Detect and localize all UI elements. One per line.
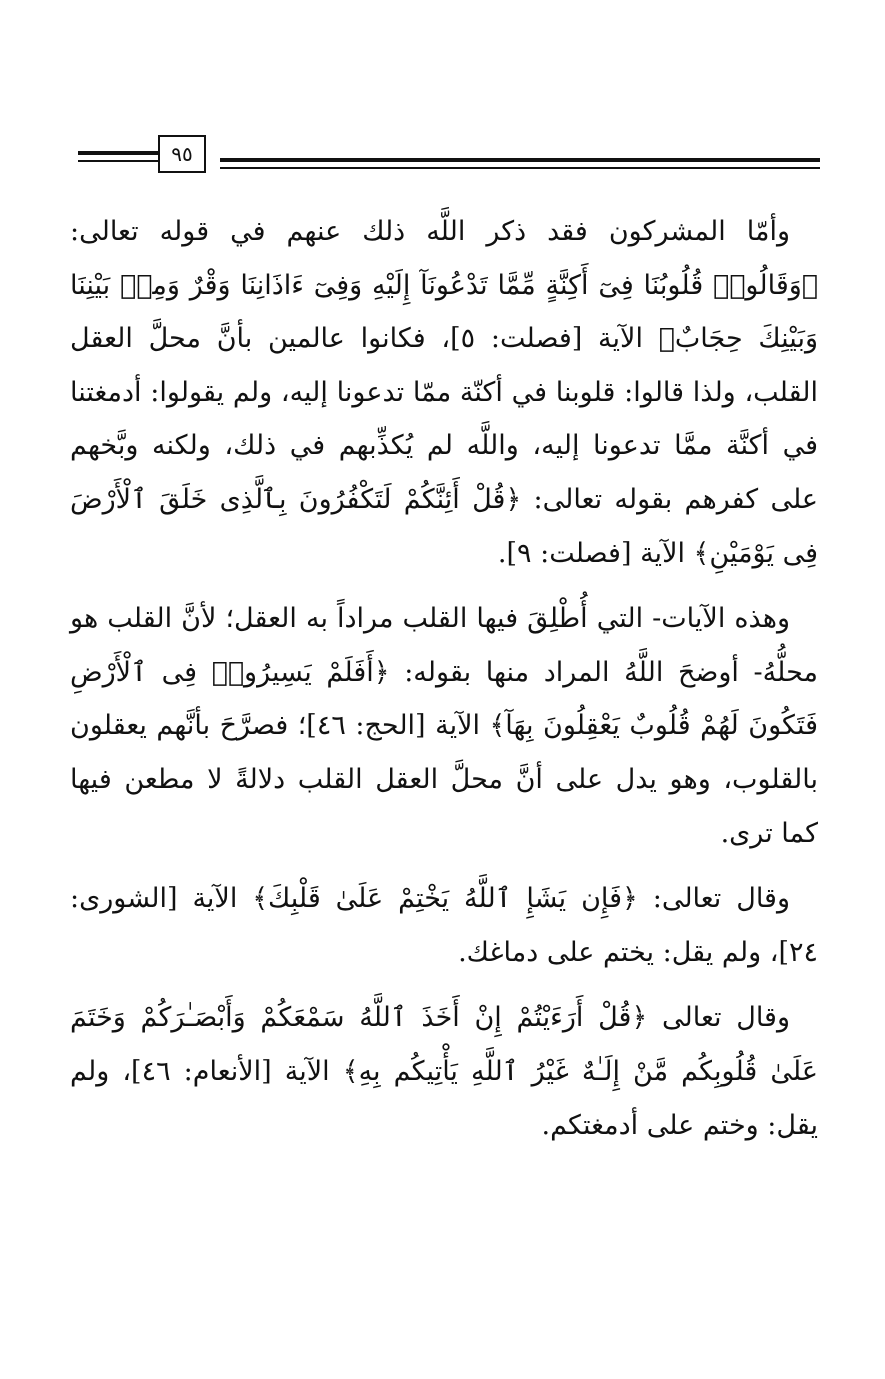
paragraph-3: وقال تعالى: ﴿فَإِن يَشَإِ ٱللَّهُ يَخْتِمْ عَلَىٰ قَلْبِكَ﴾ الآية [الشورى: ٢٤]، ولم يقل: يختم على دماغك. [70, 883, 818, 968]
page-body [70, 205, 818, 1164]
header-rule-right-thick [220, 158, 820, 162]
page-header [70, 135, 820, 181]
paragraph-2: وهذه الآيات- التي أُطْلِقَ فيها القلب مراداً به العقل؛ لأنَّ القلب هو محلُّهُ- أوضحَ اللَّهُ المراد منها بقوله: ﴿أَفَلَمْ يَسِيرُوا۟ فِى ٱلْأَرْضِ فَتَكُونَ لَهُمْ قُلُوبٌ يَعْقِلُونَ بِهَآ﴾ الآية [الحج: ٤٦]؛ فصرَّحَ بأنَّهم يعقلون بالقلوب، وهو يدل على أنَّ محلَّ العقل القلب دلالةً لا مطعن فيها كما ترى. [70, 603, 818, 849]
page-number: ٩٥ [158, 135, 206, 173]
header-rule-right-thin [220, 167, 820, 169]
paragraph-4: وقال تعالى ﴿قُلْ أَرَءَيْتُمْ إِنْ أَخَذَ ٱللَّهُ سَمْعَكُمْ وَأَبْصَـٰرَكُمْ وَخَتَمَ عَلَىٰ قُلُوبِكُم مَّنْ إِلَـٰهٌ غَيْرُ ٱللَّهِ يَأْتِيكُم بِهِ﴾ الآية [الأنعام: ٤٦]، ولم يقل: وختم على أدمغتكم. [70, 1002, 818, 1141]
paragraph-1: وأمّا المشركون فقد ذكر اللَّه ذلك عنهم في قوله تعالى: ﴿وَقَالُوا۟ قُلُوبُنَا فِىٓ أَكِنَّةٍ مِّمَّا تَدْعُونَآ إِلَيْهِ وَفِىٓ ءَاذَانِنَا وَقْرٌ وَمِنۢ بَيْنِنَا وَبَيْنِكَ حِجَابٌ﴾ الآية [فصلت: ٥]، فكانوا عالمين بأنَّ محلَّ العقل القلب، ولذا قالوا: قلوبنا في أكنّة ممّا تدعونا إليه، ولم يقولوا: أدمغتنا في أكنَّة ممَّا تدعونا إليه، واللَّه لم يُكذِّبهم في ذلك، ولكنه وبَّخهم على كفرهم بقوله تعالى: ﴿قُلْ أَئِنَّكُمْ لَتَكْفُرُونَ بِٱلَّذِى خَلَقَ ٱلْأَرْضَ فِى يَوْمَيْنِ﴾ الآية [فصلت: ٩]. [70, 216, 819, 569]
